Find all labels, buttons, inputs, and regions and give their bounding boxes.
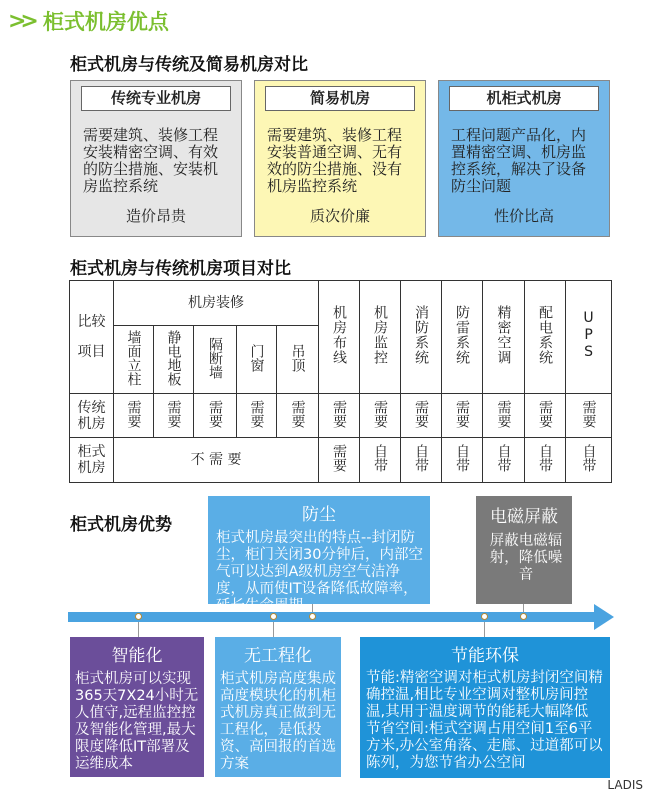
watermark: LADIS xyxy=(607,778,643,792)
cell: 自带 xyxy=(495,444,512,472)
merged-not-needed: 不 需 要 xyxy=(114,438,319,483)
card-energy-title: 节能环保 xyxy=(451,646,519,666)
timeline-dot xyxy=(520,613,527,620)
chevron-right-icon: >> xyxy=(8,8,33,34)
card-dustproof-body: 柜式机房最突出的特点--封闭防尘，柜门关闭30分钟后，内部空气可以达到A级机房空气洁净度，从而使IT设备降低故障率，延长生命周期 xyxy=(216,530,423,614)
cell: 需要 xyxy=(580,399,597,428)
comparison-table xyxy=(69,280,612,483)
box-simple-body: 需要建筑、装修工程安装普通空调、无有效的防尘措施、没有机房监控系统 xyxy=(267,126,403,195)
corner-line-2: 项目 xyxy=(77,344,106,360)
header-ac: 精密空调 xyxy=(495,305,512,365)
card-intelligent-body: 柜式机房可以实现365天7X24小时无人值守,远程监控控及智能化管理,最大限度降低IT部署及运维成本 xyxy=(75,671,199,772)
section1-title: 柜式机房与传统及简易机房对比 xyxy=(70,55,308,75)
cell: 需要 xyxy=(125,399,142,428)
box-traditional-header: 传统专业机房 xyxy=(81,86,231,111)
cell: 需要 xyxy=(165,399,182,428)
cell: 需要 xyxy=(495,399,512,428)
section2-title: 柜式机房与传统机房项目对比 xyxy=(70,259,291,279)
box-simple-header: 简易机房 xyxy=(265,86,415,111)
cell: 需要 xyxy=(372,399,389,428)
arrow-right-icon xyxy=(594,604,614,630)
box-traditional xyxy=(70,80,242,237)
header-ups: UPS xyxy=(580,309,597,361)
card-emi xyxy=(476,496,572,604)
card-intelligent xyxy=(70,637,204,777)
card-dustproof xyxy=(208,496,430,614)
cell: 自带 xyxy=(372,444,389,472)
header-lightning: 防雷系统 xyxy=(454,305,471,365)
cell: 需要 xyxy=(454,399,471,428)
timeline-dot xyxy=(135,613,142,620)
cell: 需要 xyxy=(289,399,306,428)
card-no-engineering-title: 无工程化 xyxy=(244,646,312,666)
header-fire: 消防系统 xyxy=(413,305,430,365)
cell: 自带 xyxy=(580,444,597,472)
card-energy-body2: 节省空间:柜式空调占用空间1至6平方米,办公室角落、走廊、过道都可以陈列，为您节省办公空间 xyxy=(366,721,603,771)
box-traditional-footer: 造价昂贵 xyxy=(125,207,186,225)
card-intelligent-title: 智能化 xyxy=(111,646,163,666)
corner-line-1: 比较 xyxy=(77,314,106,330)
sub-header-ceiling: 吊顶 xyxy=(289,343,306,372)
cell: 自带 xyxy=(454,444,471,472)
card-energy-body1: 节能:精密空调对柜式机房封闭空间精确控温,相比专业空调对整机房间控温,其用于温度调节的能耗大幅降低 xyxy=(366,670,603,720)
page-title xyxy=(8,6,169,36)
cell: 需要 xyxy=(413,399,430,428)
cell: 需要 xyxy=(248,399,265,428)
cell: 自带 xyxy=(537,444,554,472)
header-power: 配电系统 xyxy=(537,305,554,365)
card-dustproof-title: 防尘 xyxy=(302,505,336,525)
cell: 需要 xyxy=(207,399,223,428)
card-no-engineering xyxy=(215,637,341,777)
sub-header-wall: 墙面立柱 xyxy=(125,329,142,386)
card-emi-body: 屏蔽电磁辐射，降低噪音 xyxy=(489,533,563,583)
card-energy xyxy=(360,637,610,778)
cell: 需要 xyxy=(331,444,348,472)
table-corner xyxy=(70,281,114,394)
header-wiring: 机房布线 xyxy=(331,305,348,365)
sub-header-doors: 门窗 xyxy=(248,343,265,372)
cell: 需要 xyxy=(331,399,348,428)
cell: 自带 xyxy=(413,444,430,472)
group-header-decoration: 机房装修 xyxy=(114,281,319,326)
box-traditional-body: 需要建筑、装修工程安装精密空调、有效的防尘措施、安装机房监控系统 xyxy=(83,126,219,195)
box-simple xyxy=(254,80,426,237)
box-cabinet-header: 机柜式机房 xyxy=(449,86,599,111)
timeline-dot xyxy=(481,613,488,620)
cell: 需要 xyxy=(537,399,554,428)
section3-title: 柜式机房优势 xyxy=(70,515,172,535)
row-label-cabinet: 柜式机房 xyxy=(77,444,106,476)
header-monitoring: 机房监控 xyxy=(372,305,389,365)
page-title-text: 柜式机房优点 xyxy=(42,9,169,34)
card-emi-title: 电磁屏蔽 xyxy=(490,507,558,527)
box-simple-footer: 质次价廉 xyxy=(309,207,370,225)
sub-header-floor: 静电地板 xyxy=(165,329,182,386)
row-label-traditional: 传统机房 xyxy=(77,399,106,432)
box-cabinet-footer: 性价比高 xyxy=(493,207,554,225)
box-cabinet xyxy=(438,80,610,237)
card-no-engineering-body: 柜式机房高度集成高度模块化的机柜式机房真正做到无工程化，是低投资、高回报的首选方案 xyxy=(220,671,336,772)
box-cabinet-body: 工程问题产品化，内置精密空调、机房监控系统，解决了设备防尘问题 xyxy=(451,126,587,195)
sub-header-partition: 隔断墙 xyxy=(207,336,223,379)
